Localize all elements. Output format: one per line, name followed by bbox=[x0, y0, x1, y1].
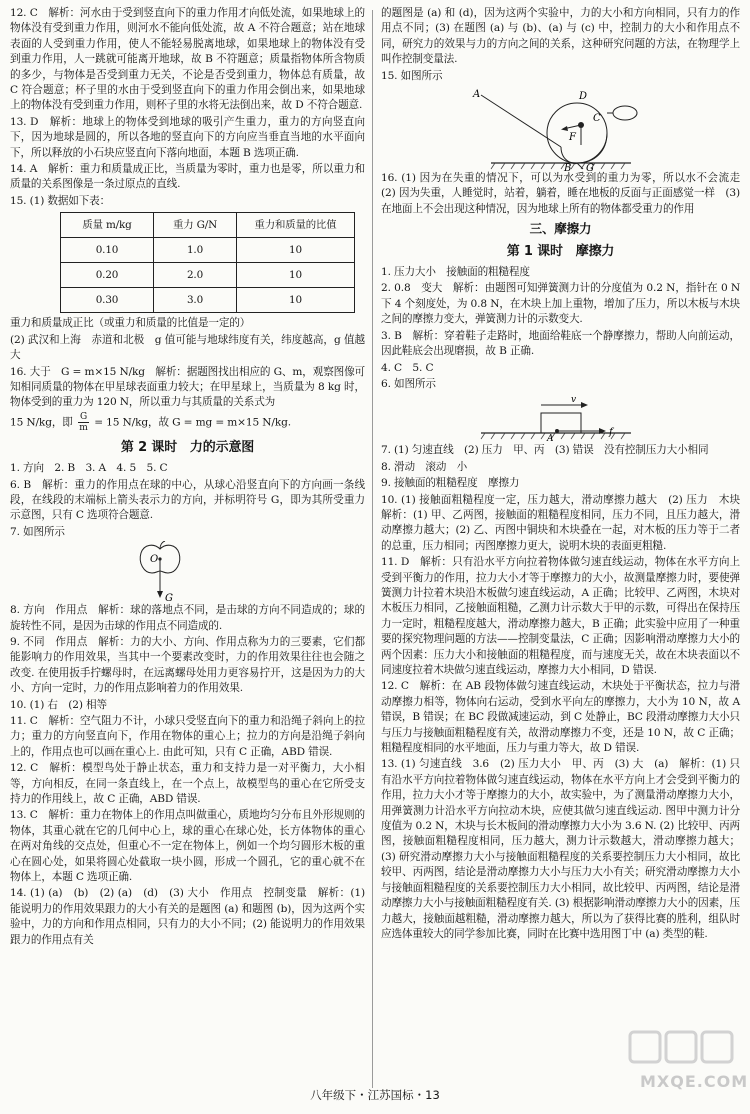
answer-9: 9. 不同 作用点 解析：力的大小、方向、作用点称为力的三要素，它们都能影响力的作用效果，当其中一个要素改变时，力的作用效果往往也会随之改变. 在使用扳手拧螺母时，在远离螺母处用力更容易拧开，这是因为力的大小、方向一定时，力的作用点影响着力的作用效果. bbox=[10, 635, 365, 695]
figure-label-F: F bbox=[569, 132, 576, 144]
table-row bbox=[61, 263, 355, 288]
figure-label-A: A bbox=[473, 89, 481, 101]
friction-answer-4-5: 4. C 5. C bbox=[381, 361, 434, 374]
lesson-2-title: 第 2 课时 力的示意图 bbox=[120, 439, 255, 455]
answer-10: 10. (1) 右 (2) 相等 bbox=[10, 698, 107, 711]
table-row bbox=[61, 238, 355, 263]
table-cell: 10 bbox=[237, 238, 355, 263]
table-cell: 0.10 bbox=[61, 238, 154, 263]
table-cell: 10 bbox=[237, 288, 355, 313]
answer-14b: 14. (1) (a) (b) (2) (a) (d) (3) 大小 作用点 控制变量 解析：(1) 能说明力的作用效果跟力的大小有关的是题图 (a) 和题图 (b)，因为这两个实验中，力的方向和作用点相同，只有力的大小不同；(2) 能说明力的作用效果跟力的作用点有关 bbox=[10, 887, 365, 946]
table-row bbox=[61, 288, 355, 313]
fraction-numerator: G bbox=[79, 411, 87, 422]
friction-answer-13: 13. (1) 匀速直线 3.6 (2) 压力大小 甲、丙 (3) 大 (a) 解析：(1) 只有沿水平方向拉着物体做匀速直线运动，物体在水平方向上才会受到平衡力的作用，拉力大小才等于摩擦力的大小，故实验中，为了测量滑动摩擦力大小，用弹簧测力计沿水平方向拉动木块，应使其做匀速直线运动. 图甲中测力计分度值为 0.2 N，木块与长木板间的滑动摩擦力大小为 3.6 N. (2) 比较甲、丙两图，接触面粗糙程度相同，压力越大，测力计示数越大，滑动摩擦力越大；(3) 研究滑动摩擦力大小与接触面粗糙程度的关系要控制压力大小相同，故比较甲、丙两图，结论是滑动摩擦力大小与压力大小有关；研究滑动摩擦力大小与接触面粗糙程度的关系要控制压力大小相同，故比较甲、丙两图，结论是滑动摩擦力大小与接触面粗糙程度有关. (3) 根据影响滑动摩擦力大小的因素，压力越大，接触面越粗糙，滑动摩擦力越大，所以为了获得比赛的胜利，组队时应选体重较大的同学参加比赛，同时在比赛中选用图丁中 (a) 类型的鞋. bbox=[381, 758, 740, 940]
answer-13: 13. D 解析：地球上的物体受到地球的吸引产生重力，重力的方向竖直向下，因为地球是圆的，所以各地的竖直向下的方向应当垂直当地的水平面向下，所以释放的小石块应竖直向下落向地面，本题 B 选项正确. bbox=[10, 115, 365, 159]
fraction-g-over-m bbox=[78, 412, 89, 433]
ball-track-figure bbox=[381, 85, 740, 171]
table-header-mass: 质量 m/kg bbox=[61, 213, 154, 238]
figure-label-O: O bbox=[150, 554, 159, 566]
answer-16b: 16. (1) 因为在失重的情况下，可以为水受到的重力为零，所以水不会流走 (2) 因为失重，人睡觉时，站着，躺着，睡在地板的反面与正面感觉一样 (3) 在地面上不会出现这种情况，因为地球上所有的物体都受重力的作用 bbox=[381, 172, 750, 215]
page-footer: 八年级下・江苏国标・13 bbox=[310, 1088, 440, 1102]
answer-15-intro: 15. (1) 数据如下表： bbox=[10, 194, 111, 207]
figure-label-C: C bbox=[593, 113, 601, 125]
answer-12: 12. C 解析：河水由于受到竖直向下的重力作用才向低处流，如果地球上的物体没有受到重力作用，则河水不能向低处流，故 A 不符合题意；站在地球表面的人受到重力作用，使人不能轻易脱离地球，如果地球上的物体没有受到重力作用，人一跳就可能离开地球，故 B 不符题意；质量指物体所含物质的多少，与物体是否受到重力无关，不论是否受到重力，物体总有质量，故 C 符合题意；杯子里的水由于受到竖直向下的重力作用会倒出来，如果地球上的物体没有受到重力作用，则杯子里的水将无法倒出来，故 D 不符合题意. bbox=[10, 7, 365, 112]
answer-7: 7. 如图所示 bbox=[10, 525, 65, 538]
friction-answer-6: 6. 如图所示 bbox=[381, 377, 436, 390]
friction-answer-10: 10. (1) 接触面粗糙程度一定，压力越大，滑动摩擦力越大 (2) 压力 木块 解析：(1) 甲、乙两图，接触面的粗糙程度相同，压力不同，且压力越大，滑动摩擦力越大；(2) 乙、丙图中铜块和木块叠在一起，对木板的压力等于二者的总重，压力相同；丙图摩擦力更大，说明木块的表面更粗糙. bbox=[381, 493, 750, 552]
answer-11: 11. C 解析：空气阻力不计，小球只受竖直向下的重力和沿绳子斜向上的拉力；重力的方向竖直向下，作用在物体的重心上；拉力的方向是沿绳子斜向上的，作用点也可以画在重心上. 由此可知，只有 C 正确，ABD 错误. bbox=[10, 715, 365, 758]
answer-15-conclusion: 重力和质量成正比（或重力和质量的比值是一定的） bbox=[10, 317, 251, 330]
answer-12b: 12. C 解析：模型鸟处于静止状态，重力和支持力是一对平衡力，大小相等，方向相反，在同一条直线上，在一个点上，故模型鸟的重心在它所受支持力的作用线上，故 C 正确，ABD 错误. bbox=[10, 762, 365, 806]
answer-8: 8. 方向 作用点 解析：球的落地点不同，是击球的方向不同造成的；球的旋转性不同，是因为击球的作用点不同造成的. bbox=[10, 604, 365, 632]
answer-15b: 15. 如图所示 bbox=[381, 69, 443, 82]
figure-label-G2: G bbox=[586, 163, 594, 172]
figure-label-B: B bbox=[564, 163, 572, 172]
figure-label-A2: A bbox=[547, 434, 554, 444]
block-friction-figure bbox=[381, 393, 740, 443]
answer-16 bbox=[10, 365, 365, 411]
answer-14: 14. A 解析：重力和质量成正比，当质量为零时，重力也是零，所以重力和质量的关系图像是一条过原点的直线. bbox=[10, 163, 365, 191]
table-cell: 10 bbox=[237, 263, 355, 288]
friction-answer-8: 8. 滑动 滚动 小 bbox=[381, 460, 468, 473]
table-cell: 2.0 bbox=[154, 263, 237, 288]
friction-answer-1: 1. 压力大小 接触面的粗糙程度 bbox=[381, 266, 530, 279]
answer-14-continued: 的题图是 (a) 和 (d)，因为这两个实验中，力的大小和方向相同，只有力的作用点不同；(3) 在题图 (a) 与 (b)、(a) 与 (c) 中，控制力的大小和作用点不同，研究力的效果与力的方向之间的关系，这种研究问题的方法，在物理学上叫作控制变量法. bbox=[381, 7, 740, 66]
friction-answer-11: 11. D 解析：只有沿水平方向拉着物体做匀速直线运动，物体在水平方向上受到平衡力的作用，拉力大小才等于摩擦力的大小，故测量摩擦力时，要使弹簧测力计拉着木块沿木板做匀速直线运动，A 正确；比较甲、乙两图，木块对木板压力相同，乙接触面粗糙，乙测力计示数大于甲的示数，可得出在保持压力一定时，粗糙程度越大，滑动摩擦力越大，B 正确；此实验中应用了一种重要的探究物理问题的方法——控制变量法，C 正确；因影响滑动摩擦力大小的两个因素：压力大小和接触面的粗糙程度，而与速度无关，故在木块表面以不同速度拉着木块做匀速直线运动，摩擦力大小相同，D 错误. bbox=[381, 556, 740, 676]
table-header-weight: 重力 G/N bbox=[154, 213, 237, 238]
friction-answer-9: 9. 接触面的粗糙程度 摩擦力 bbox=[381, 477, 520, 490]
friction-answer-7: 7. (1) 匀速直线 (2) 压力 甲、丙 (3) 错误 没有控制压力大小相同 bbox=[381, 444, 709, 457]
left-column bbox=[10, 6, 365, 949]
watermark-logo bbox=[622, 1026, 740, 1106]
table-cell: 1.0 bbox=[154, 238, 237, 263]
apple-gravity-figure bbox=[10, 541, 365, 603]
fraction-denominator: m bbox=[79, 422, 88, 433]
figure-label-G: G bbox=[165, 593, 173, 604]
table-header-row bbox=[61, 213, 355, 238]
figure-label-v: v bbox=[571, 395, 576, 406]
formula-pre: 15 N/kg，即 bbox=[10, 416, 73, 429]
mass-weight-table bbox=[60, 212, 355, 313]
friction-answer-3: 3. B 解析：穿着鞋子走路时，地面给鞋底一个静摩擦力，帮助人向前运动，因此鞋底会出现磨损，故 B 正确. bbox=[381, 329, 740, 358]
table-cell: 0.30 bbox=[61, 288, 154, 313]
friction-answer-2: 2. 0.8 变大 解析：由题图可知弹簧测力计的分度值为 0.2 N，指针在 0 N 下 4 个刻度处，为 0.8 N，在木块上加上重物，增加了压力，所以木板与木块之间的摩擦力变大，弹簧测力计的示数变大. bbox=[381, 282, 740, 326]
answer-13b: 13. C 解析：重力在物体上的作用点叫做重心，质地均匀分布且外形规则的物体，其重心就在它的几何中心上，球的重心在球心处，长方体物体的重心在两对角线的交点处，但重心不一定在物体上，例如一个均匀圆形木板的重心在圆心处，如果将圆心处截取一块小圆，形成一个圆孔，它的重心就不在物体上，本题 C 选项正确. bbox=[10, 809, 365, 884]
answer-16-formula bbox=[10, 412, 365, 433]
friction-answer-12: 12. C 解析：在 AB 段物体做匀速直线运动，木块处于平衡状态，拉力与滑动摩擦力相等，物体向右运动，受到水平向左的摩擦力，大小为 10 N，故 A 错误，B 错误；在 BC 段做减速运动，到 C 处静止，BC 段滑动摩擦力大小只与压力与接触面粗糙程度有关，故滑动摩擦力不变，还是 10 N，故 C 正确；粗糙程度相同的水平地面，压力与重力等大，故 D 错误. bbox=[381, 680, 740, 755]
figure-label-D: D bbox=[579, 91, 587, 103]
right-column bbox=[381, 6, 750, 943]
answer-16-text: 16. 大于 G = m×15 N/kg 解析：据题图找出相应的 G、m，观察图像可知相同质量的物体在甲星球表面重力较大；在甲星球上，当质量为 8 kg 时，物体受到的重力为 120 N，所以重力与其质量的关系式为 bbox=[10, 365, 365, 409]
formula-post: = 15 N/kg，故 G = mg = m×15 N/kg. bbox=[94, 416, 291, 429]
section-3-title: 三、摩擦力 bbox=[529, 221, 592, 237]
table-header-ratio: 重力和质量的比值 bbox=[237, 213, 355, 238]
table-cell: 0.20 bbox=[61, 263, 154, 288]
lesson-1-title: 第 1 课时 摩擦力 bbox=[506, 243, 615, 259]
figure-label-f: f bbox=[609, 427, 613, 439]
watermark-text: MXQE.COM bbox=[640, 1072, 749, 1091]
column-divider bbox=[372, 10, 373, 1088]
table-cell: 3.0 bbox=[154, 288, 237, 313]
answer-1-5: 1. 方向 2. B 3. A 4. 5 5. C bbox=[10, 462, 168, 475]
answer-15-part2: (2) 武汉和上海 赤道和北极 g 值可能与地球纬度有关，纬度越高，g 值越大 bbox=[10, 333, 365, 362]
answer-6: 6. B 解析：重力的作用点在球的中心，从球心沿竖直向下的方向画一条线段，在线段的末端标上箭头表示力的方向，并标明符号 G，即为其所受重力示意图，只有 C 选项符合题意. bbox=[10, 478, 365, 522]
